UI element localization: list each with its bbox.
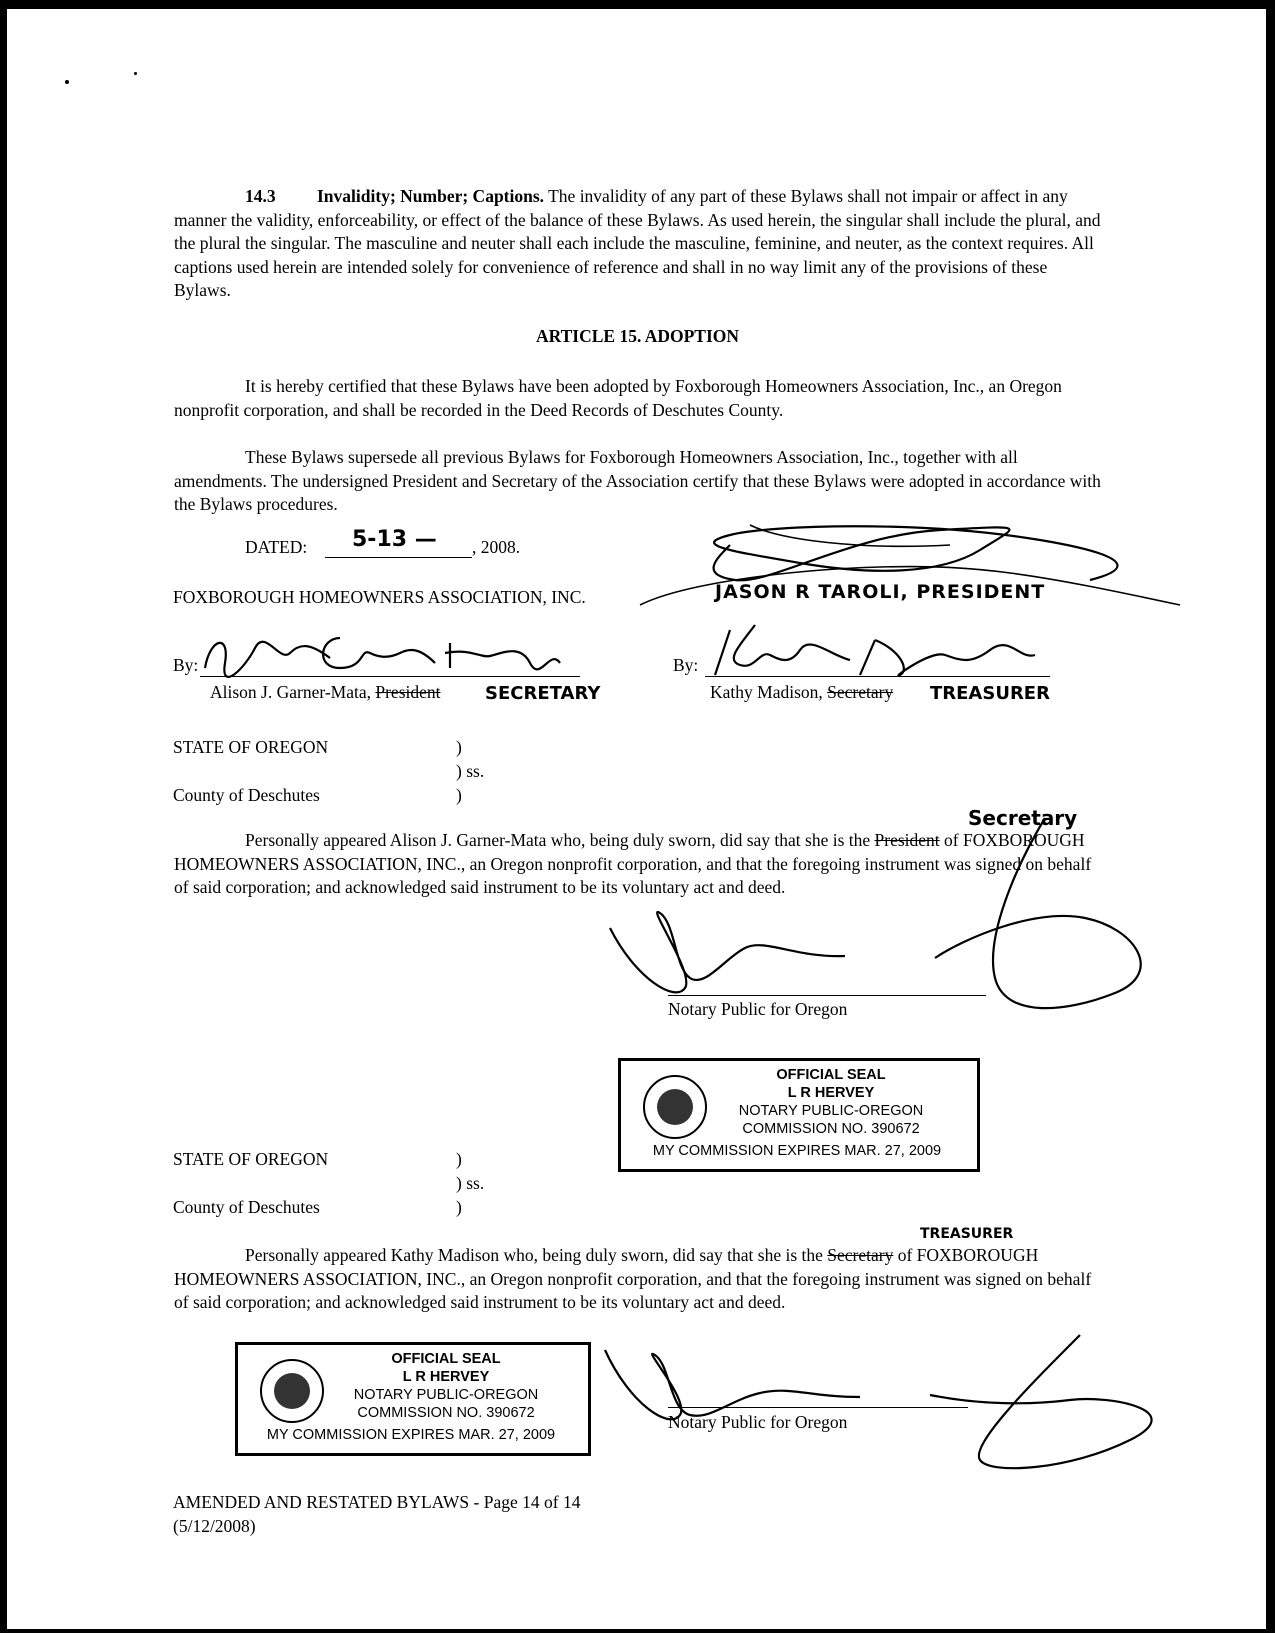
ack-2-text-before: Personally appeared Kathy Madison who, being duly sworn, did say that she is the — [245, 1245, 823, 1265]
signer-2-by-label: By: — [673, 655, 699, 675]
ack-1-paren-2: ) — [456, 785, 462, 805]
seal-2-line-4: COMMISSION NO. 390672 — [357, 1405, 535, 1421]
footer-date: (5/12/2008) — [173, 1516, 256, 1536]
association-name: FOXBOROUGH HOMEOWNERS ASSOCIATION, INC. — [173, 587, 586, 607]
notary-1-signature-line — [668, 995, 986, 996]
ack-1-ss: ) ss. — [456, 761, 485, 781]
adoption-paragraph-2-text: These Bylaws supersede all previous Bylaws for Foxborough Homeowners Association, Inc., together with all amendments. The undersigned President and Secretary of the Association certify that these Bylaws were adopted in accordance with the Bylaws procedures. — [174, 447, 1101, 514]
notary-signature-2 — [600, 1325, 1160, 1475]
signer-1-signature — [200, 628, 580, 683]
notary-1-label: Notary Public for Oregon — [668, 999, 848, 1019]
ack-2-state: STATE OF OREGON — [173, 1149, 329, 1169]
seal-2-line-1: OFFICIAL SEAL — [391, 1351, 501, 1367]
signer-2-handwritten-title: TREASURER — [930, 683, 1050, 704]
president-handwritten-name: JASON R TAROLI, PRESIDENT — [715, 581, 1046, 603]
notary-seal-2 — [235, 1342, 591, 1456]
seal-emblem-icon — [260, 1359, 324, 1423]
signer-1-name: Alison J. Garner-Mata, — [210, 682, 371, 702]
dated-year: , 2008. — [472, 537, 521, 557]
section-number: 14.3 — [245, 186, 276, 206]
section-title: Invalidity; Number; Captions. — [317, 186, 545, 206]
ack-2-handwritten-title: TREASURER — [920, 1226, 1014, 1242]
section-body: The invalidity of any part of these Bylaws shall not impair or affect in any manner the validity, enforceability, or effect of the balance of these Bylaws. As used herein, the singular shall include the plural, and the plural the singular. The masculine and neuter shall each include the masculine, feminine, and neuter, as the context requires. All captions used herein are intended solely for convenience of reference and shall in no way limit any of the provisions of these Bylaws. — [174, 186, 1101, 300]
ack-2-struck-title: Secretary — [827, 1245, 894, 1265]
signer-1-struck-title: President — [375, 682, 441, 702]
signer-2-caption — [710, 680, 893, 704]
date-underline — [325, 557, 472, 558]
scan-border-top — [0, 0, 1275, 9]
signer-1-handwritten-title: SECRETARY — [485, 683, 601, 704]
ack-1-state: STATE OF OREGON — [173, 737, 329, 757]
signer-2-name: Kathy Madison, — [710, 682, 823, 702]
seal-1-line-5: MY COMMISSION EXPIRES MAR. 27, 2009 — [652, 1143, 942, 1159]
ack-1-text-after: of FOXBOROUGH HOMEOWNERS ASSOCIATION, INC., an Oregon nonprofit corporation, and that the foregoing instrument was signed on behalf of said corporation; and acknowledged said instrument to be its voluntary act and deed. — [174, 830, 1092, 897]
ack-1-paren-1: ) — [456, 737, 462, 757]
ack-2-paren-1: ) — [456, 1149, 462, 1169]
ack-2-ss: ) ss. — [456, 1173, 485, 1193]
signer-1-signature-line — [200, 676, 580, 677]
signer-1-by-label: By: — [173, 655, 199, 675]
ack-2-paragraph — [174, 1244, 1109, 1315]
signer-2-signature — [700, 620, 1060, 680]
ack-2-county: County of Deschutes — [173, 1197, 320, 1217]
ack-2-paren-2: ) — [456, 1197, 462, 1217]
article-heading: ARTICLE 15. ADOPTION — [535, 326, 740, 346]
notary-2-label: Notary Public for Oregon — [668, 1412, 848, 1432]
ack-1-county: County of Deschutes — [173, 785, 320, 805]
notary-2-signature-line — [668, 1407, 968, 1408]
seal-emblem-icon — [643, 1075, 707, 1139]
notary-seal-1 — [618, 1058, 980, 1172]
ack-1-text-before: Personally appeared Alison J. Garner-Mata who, being duly sworn, did say that she is the — [245, 830, 871, 850]
seal-2-line-5: MY COMMISSION EXPIRES MAR. 27, 2009 — [266, 1427, 556, 1443]
seal-1-line-2: L R HERVEY — [787, 1085, 875, 1101]
signer-1-caption — [210, 680, 441, 704]
scan-border-bottom — [0, 1629, 1275, 1633]
seal-1-line-4: COMMISSION NO. 390672 — [742, 1121, 920, 1137]
ack-2-text-after: of FOXBOROUGH HOMEOWNERS ASSOCIATION, INC., an Oregon nonprofit corporation, and that the foregoing instrument was signed on behalf of said corporation; and acknowledged said instrument to be its voluntary act and deed. — [174, 1245, 1092, 1312]
section-14-3 — [174, 185, 1104, 303]
adoption-paragraph-1-text: It is hereby certified that these Bylaws have been adopted by Foxborough Homeowners Association, Inc., an Oregon nonprofit corporation, and shall be recorded in the Deed Records of Deschutes County. — [174, 376, 1062, 420]
ack-1-handwritten-title: Secretary — [968, 806, 1078, 830]
scan-border-left — [0, 0, 7, 1633]
signer-2-signature-line — [705, 676, 1050, 677]
handwritten-date: 5-13 — — [352, 527, 437, 552]
ack-1-struck-title: President — [874, 830, 940, 850]
notary-signature-1 — [605, 808, 1145, 1013]
scan-speck — [134, 72, 137, 75]
seal-1-line-3: NOTARY PUBLIC-OREGON — [738, 1103, 924, 1119]
seal-1-line-1: OFFICIAL SEAL — [776, 1067, 886, 1083]
scan-border-right — [1266, 0, 1275, 1633]
signer-2-struck-title: Secretary — [827, 682, 894, 702]
president-signature — [620, 505, 1200, 630]
adoption-paragraph-1 — [174, 375, 1104, 422]
dated-label: DATED: — [245, 537, 308, 557]
seal-2-line-2: L R HERVEY — [402, 1369, 490, 1385]
scan-speck — [65, 80, 69, 84]
footer-title: AMENDED AND RESTATED BYLAWS - Page 14 of 14 — [173, 1492, 581, 1512]
seal-2-line-3: NOTARY PUBLIC-OREGON — [353, 1387, 539, 1403]
